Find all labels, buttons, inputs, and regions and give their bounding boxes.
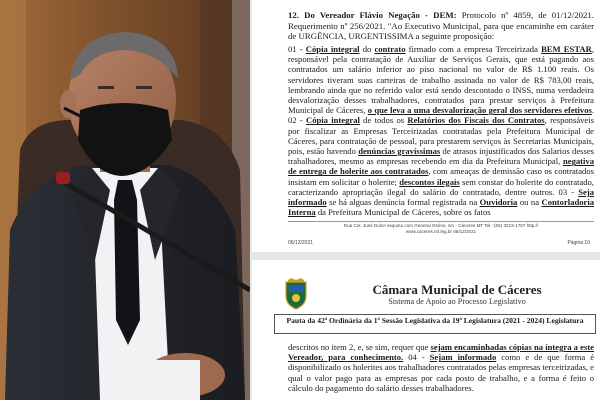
item-number: . 02 - xyxy=(288,105,594,126)
heading-text: Protocolo nº 4859, de 01/12/2021. Requerimento nº 256/2021. "Ao Executivo Municipal, para que encaminhe em caráter de URGÊNCIA, URGENTISSIMA a seguinte proposição: xyxy=(288,10,595,42)
body-text: da Prefeitura Municipal de Cáceres, sobre os fatos xyxy=(315,207,491,218)
requerimento-body xyxy=(288,44,594,217)
body-text: de todos os xyxy=(359,115,408,126)
page-number: Página 10 xyxy=(567,240,590,246)
body-text: como e de que forma é disponibilizado os holerites aos trabalhadores contratados pelas empresas terceirizadas, e qual o valor pago para as empresas por cada posto de trabalho, e a forma é feito o cálculo do pagamento do salário desses trabalhadores. xyxy=(288,352,595,393)
photo-vereador xyxy=(0,0,250,400)
body-text: , responsáveis por fiscalizar as Empresas Terceirizadas contratadas pela Prefeitura Municipal de Cáceres, para contratação de pessoal, para prestarem serviços às Secretarias Municipais, pois, estão havendo xyxy=(288,115,594,157)
body-text: , responsável pela contratação de Auxiliar de Serviços Gerais, que está pagando aos contratados um salário inferior ao piso nacional no valor de R$ 1.100 reais. Os servidores tiveram suas carteiras de trabalho assinada no valor de R$ 783,00 reais, lembrando ainda que no referido valor está sendo descontado o INSS, numa verdadeira desvalorização desses trabalhadores, contratados para prestar serviços à Prefeitura Municipal de Cáceres, xyxy=(288,44,594,116)
highlight-text: Relatórios dos Fiscais dos Contratos xyxy=(407,115,545,126)
photo-illustration xyxy=(0,0,250,400)
highlight-text: Seja informado xyxy=(288,186,594,208)
highlight-text: Cópia integral xyxy=(306,115,360,126)
highlight-text: Sejam informado xyxy=(429,352,497,363)
highlight-text: contrato xyxy=(374,44,406,54)
requerimento-continuation xyxy=(288,342,594,393)
document-page-1 xyxy=(252,0,600,252)
page-separator xyxy=(252,252,600,260)
camara-crest-icon xyxy=(283,278,309,310)
highlight-text: denúncias gravíssimas xyxy=(358,146,441,157)
body-text: sem constar do holerite do contratado, caracterizando apropriação ilegal do salário do contratado, dentre outros. 03 - xyxy=(288,176,594,197)
item-number: 04 - xyxy=(403,352,430,363)
body-text: firmado com a empresa Terceirizada xyxy=(405,44,542,54)
document-page-2 xyxy=(252,260,600,400)
vereador-heading: 12. Do Vereador Flávio Negação - DEM: xyxy=(288,10,457,20)
body-text: , com ameaças de demissão caso os contratados insistam em solicitar o holerite; xyxy=(288,166,594,187)
page-footer xyxy=(288,223,594,235)
footer-divider xyxy=(288,221,594,222)
body-text: descritos no item 2, e, se sim, requer que xyxy=(288,342,431,352)
pauta-title: Pauta da 42ª Ordinária da 1ª Sessão Legislativa da 19ª Legislatura (2021 - 2024) Legislatura xyxy=(274,314,596,334)
highlight-text: BEM ESTAR xyxy=(541,44,592,54)
footer-address: Rua Cel. José Dulce esquina com General Osório, s/n - Cáceres MT Tel.: (65) 3223-1707 http:// xyxy=(343,223,539,228)
highlight-text: Cópia integral xyxy=(305,44,360,54)
document-scan xyxy=(250,0,600,400)
institution-subtitle: Sistema de Apoio ao Processo Legislativo xyxy=(388,297,526,306)
item-number: 01 - xyxy=(288,44,306,54)
highlight-text: sejam encaminhadas cópias na íntegra a este Vereador, para conhecimento. xyxy=(288,342,594,363)
institution-title: Câmara Municipal de Cáceres xyxy=(372,282,542,297)
body-text: de atrasos injustificados dos Salarios desses trabalhadores, mesmo as empresas recebendo em dia da Prefeitura Municipal, xyxy=(288,146,594,167)
requerimento-heading xyxy=(288,10,594,42)
body-text: ou na xyxy=(517,197,542,208)
highlight-text: negativa de entrega de holerite aos contratados xyxy=(288,156,594,177)
highlight-text: Ouvidoria xyxy=(479,197,518,208)
footer-site: www.caceres.mt.leg.br 06/12/2021 xyxy=(405,229,477,234)
highlight-text: descontos ilegais xyxy=(399,176,460,187)
highlight-text: Contorladoria Interna xyxy=(288,197,595,218)
footer-date: 06/12/2021 xyxy=(288,240,314,246)
body-text: se há alguas denúncia formal registrada na xyxy=(326,197,480,208)
body-text: do xyxy=(359,44,375,54)
highlight-text: o que leva a uma desvalorização geral dos servidores efetivos xyxy=(367,105,592,116)
